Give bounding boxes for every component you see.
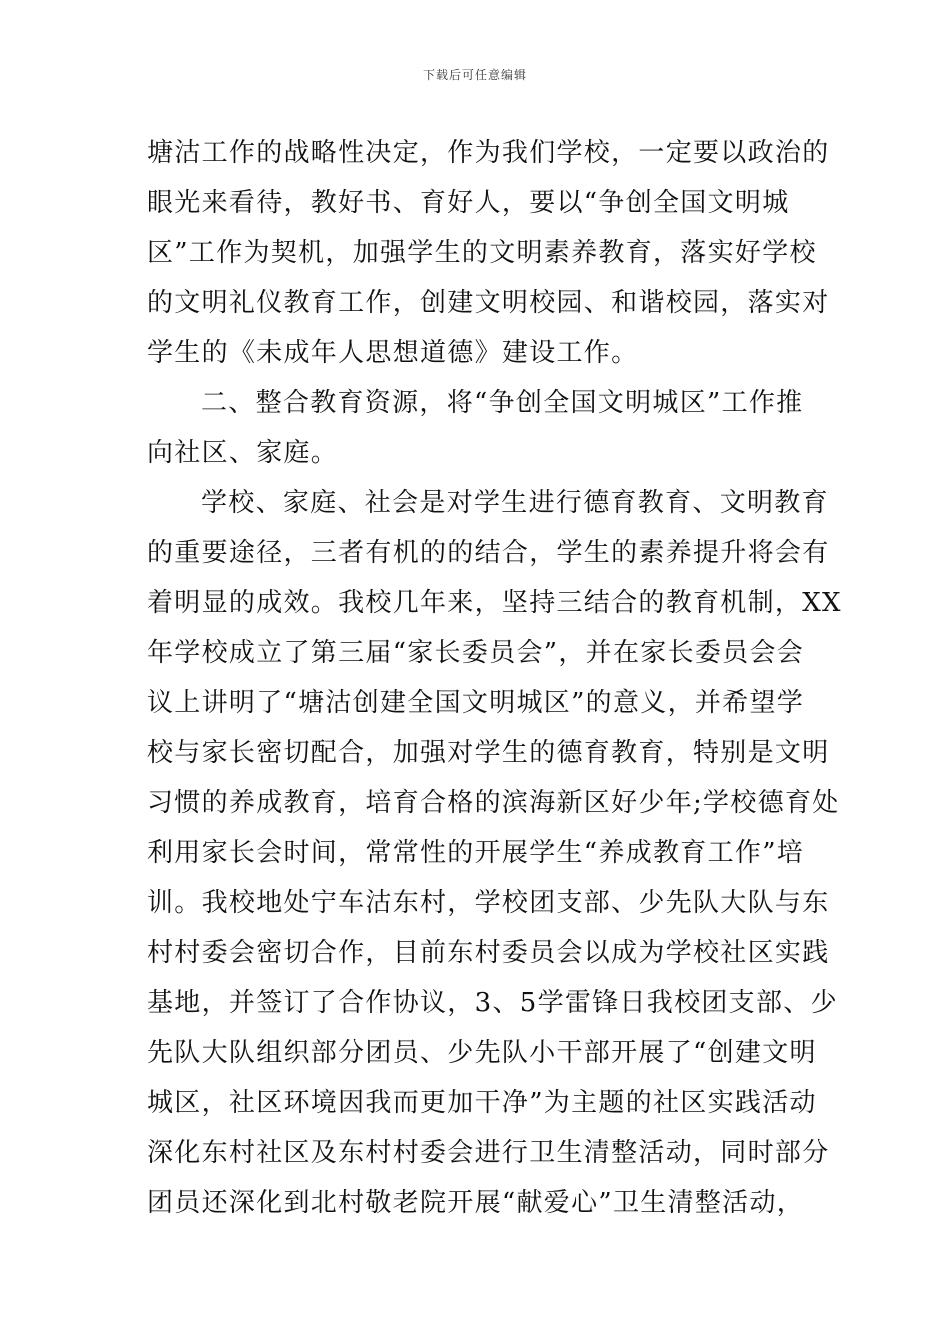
text-line: 的文明礼仪教育工作，创建文明校园、和谐校园，落实对 <box>147 288 830 318</box>
paragraph-3 <box>147 478 842 1228</box>
text-line: 年学校成立了第三届“家长委员会”，并在家长委员会会 <box>147 638 805 668</box>
section-heading <box>147 378 817 478</box>
text-line: 村村委会密切合作，目前东村委员会以成为学校社区实践 <box>147 938 830 968</box>
text-line: 二、整合教育资源，将“争创全国文明城区”工作推 <box>201 388 804 418</box>
text-line: 基地，并签订了合作协议，3、5学雷锋日我校团支部、少 <box>147 988 838 1018</box>
text-line: 区”工作为契机，加强学生的文明素养教育，落实好学校 <box>147 238 817 268</box>
text-line: 先队大队组织部分团员、少先队小干部开展了“创建文明 <box>147 1038 817 1068</box>
text-line: 校与家长密切配合，加强对学生的德育教育，特别是文明 <box>147 738 830 768</box>
paragraph-1 <box>147 128 830 378</box>
text-line: 向社区、家庭。 <box>147 438 339 468</box>
text-line: 习惯的养成教育，培育合格的滨海新区好少年;学校德育处 <box>147 788 840 818</box>
text-line: 的重要途径，三者有机的的结合，学生的素养提升将会有 <box>147 538 830 568</box>
page-header: 下载后可任意编辑 <box>422 68 527 82</box>
document-body <box>147 128 842 1228</box>
text-line: 城区，社区环境因我而更加干净”为主题的社区实践活动 <box>147 1088 817 1118</box>
text-line: 着明显的成效。我校几年来，坚持三结合的教育机制，XX <box>147 588 842 618</box>
text-line: 学校、家庭、社会是对学生进行德育教育、文明教育 <box>201 488 829 518</box>
text-line: 训。我校地处宁车沽东村，学校团支部、少先队大队与东 <box>147 888 830 918</box>
text-line: 学生的《未成年人思想道德》建设工作。 <box>147 338 639 368</box>
text-line: 眼光来看待，教好书、育好人，要以“争创全国文明城 <box>147 188 790 218</box>
text-line: 深化东村社区及东村村委会进行卫生清整活动，同时部分 <box>147 1138 830 1168</box>
text-line: 塘沽工作的战略性决定，作为我们学校，一定要以政治的 <box>147 138 830 168</box>
text-line: 团员还深化到北村敬老院开展“献爱心”卫生清整活动， <box>147 1188 805 1218</box>
text-line: 议上讲明了“塘沽创建全国文明城区”的意义，并希望学 <box>147 688 805 718</box>
text-line: 利用家长会时间，常常性的开展学生“养成教育工作”培 <box>147 838 805 868</box>
